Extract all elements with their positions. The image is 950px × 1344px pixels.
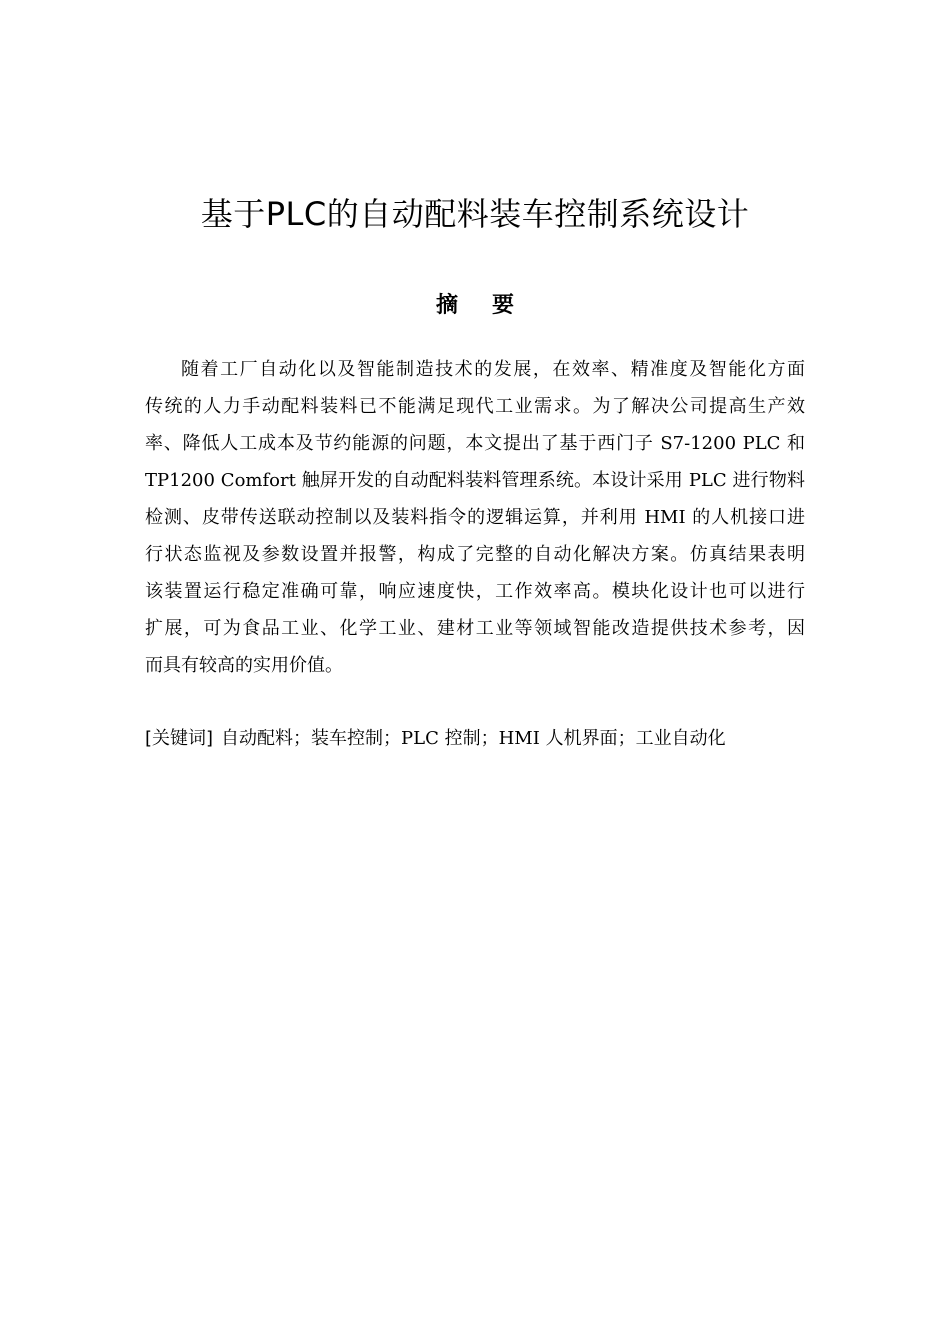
abstract-line: 传统的人力手动配料装料已不能满足现代工业需求。为了解决公司提高生产效 [145,396,805,417]
document-title: 基于PLC的自动配料装车控制系统设计 [200,195,750,233]
abstract-line: 而具有较高的实用价值。 [145,655,343,676]
abstract-line: 扩展，可为食品工业、化学工业、建材工业等领域智能改造提供技术参考，因 [145,618,805,639]
abstract-line: 行状态监视及参数设置并报警，构成了完整的自动化解决方案。仿真结果表明 [145,544,805,565]
abstract-line: 随着工厂自动化以及智能制造技术的发展，在效率、精准度及智能化方面 [181,359,805,380]
abstract-body [145,351,805,684]
abstract-line: 率、降低人工成本及节约能源的问题，本文提出了基于西门子 S7-1200 PLC 和 [145,433,805,454]
abstract-heading: 摘要 [435,293,548,318]
keywords-line [145,722,805,756]
abstract-line: 检测、皮带传送联动控制以及装料指令的逻辑运算，并利用 HMI 的人机接口进 [145,507,805,528]
abstract-line: 该装置运行稳定准确可靠，响应速度快，工作效率高。模块化设计也可以进行 [145,581,805,602]
abstract-line: TP1200 Comfort 触屏开发的自动配料装料管理系统。本设计采用 PLC 进行物料 [145,470,805,491]
keywords-text: 自动配料；装车控制；PLC 控制；HMI 人机界面；工业自动化 [221,728,726,749]
keywords-label: [关键词] [145,728,214,749]
